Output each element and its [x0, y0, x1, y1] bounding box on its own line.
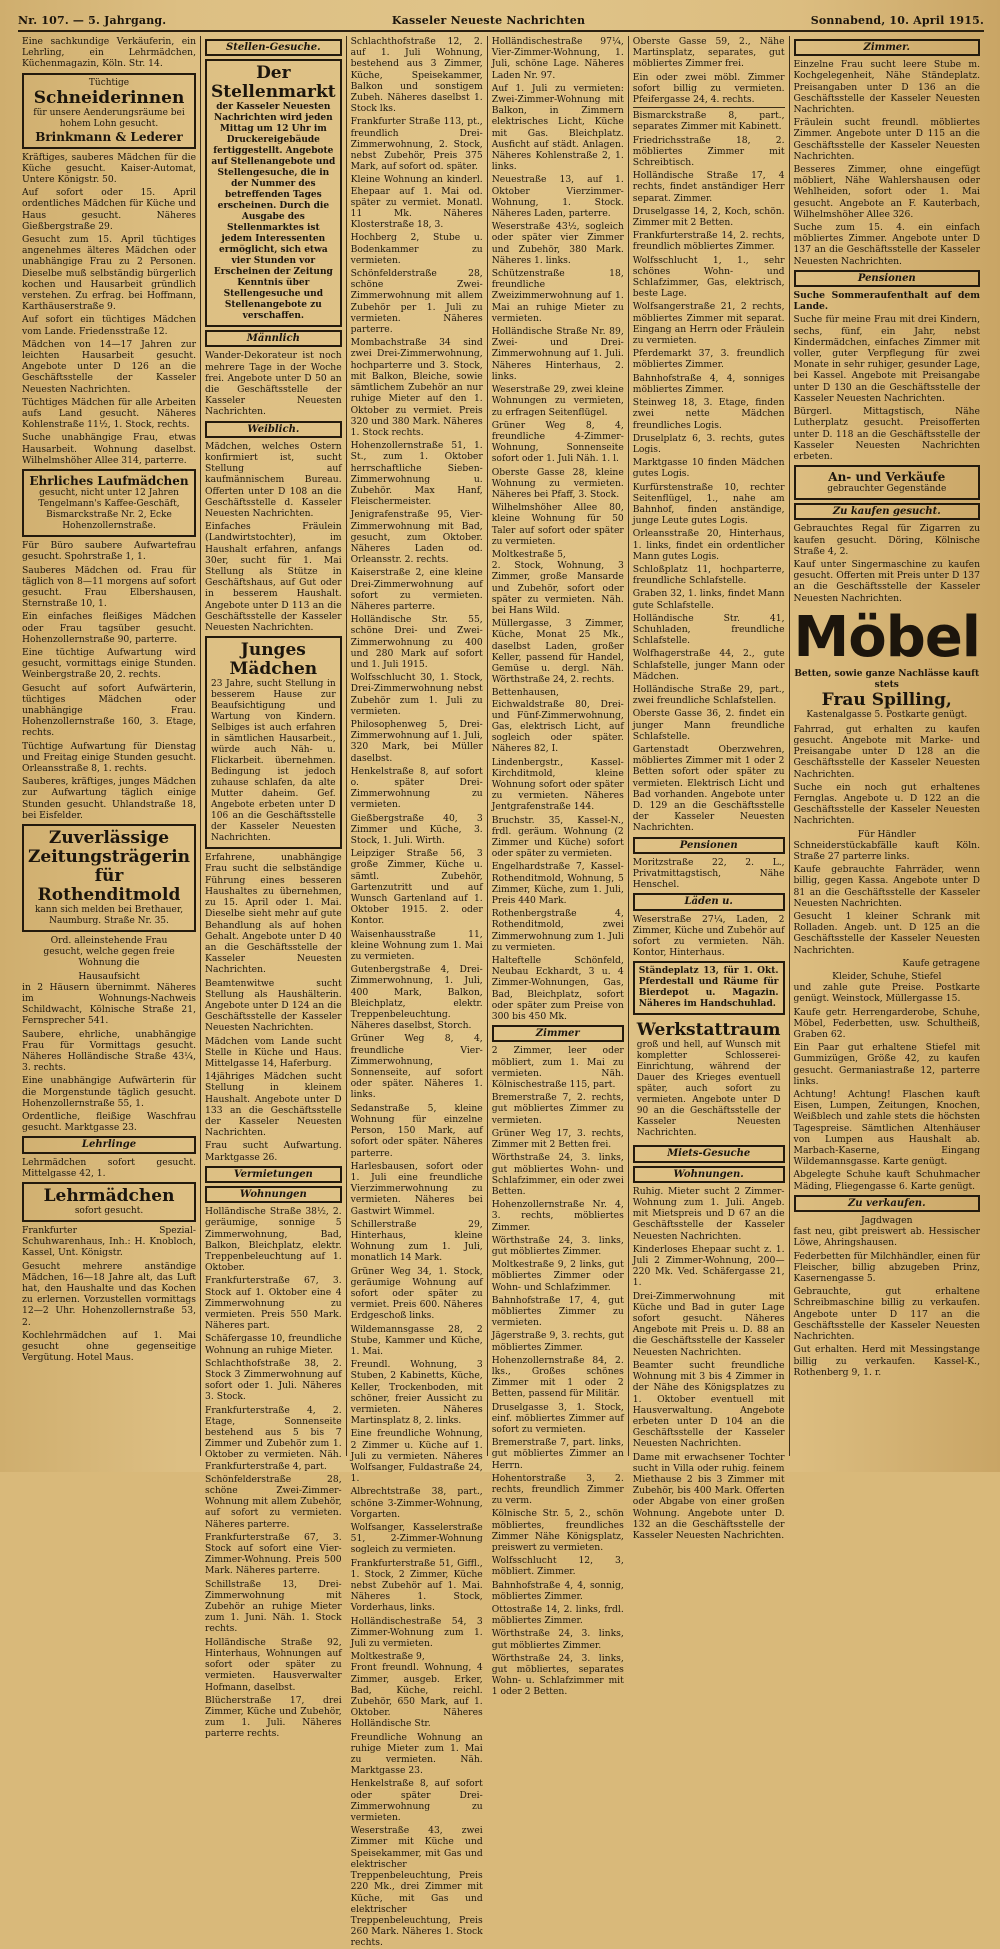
ad: Beamtenwitwe sucht Stellung als Haushälterin. Angebote unter D 124 an die Geschäftsstelle der Kasseler Neuesten Nachrichten. [205, 977, 342, 1034]
ad: Wolfsangerstraße 21, 2 rechts, möbliertes Zimmer mit separat. Eingang an Herrn oder Fräulein zu vermieten. [632, 301, 785, 347]
ad: Jägerstraße 9, 3. rechts, gut möbliertes Zimmer. [491, 1330, 624, 1353]
ad: Mombachstraße 34 sind zwei Drei-Zimmerwohnung, hochparterre und 3. Stock, mit Balkon, Bleiche, sowie sämtlichem Zubehör an nur ruhige Mieter auf den 1. Oktober zu vermiet. Preis 320 und 380 Mark. Näheres 1. Stock rechts. [350, 337, 483, 438]
ad: Frankfurter Straße 113, pt., freundlich Drei-Zimmerwohnung, 2. Stock, nebst Zubehör, Preis 375 Mark, auf sofort od. später. [350, 116, 483, 173]
ad: Eine freundliche Wohnung, 2 Zimmer u. Küche auf 1. Juli zu vermieten. Näheres Wolfsanger, Fuldastraße 24, 1. [350, 1428, 483, 1485]
ad: Hohenzollernstraße 84, 2. lks., Großes schönes Zimmer mit 1 oder 2 Betten, passend für Militär. [491, 1354, 624, 1400]
ad: Wörthstraße 24, 3. links, gut möbliertes Zimmer. [491, 1628, 624, 1651]
ad: Abgelegte Schuhe kauft Schuhmacher Mäding, Fliegengasse 6. Karte genügt. [793, 1169, 980, 1192]
section-heading: Miets-Gesuche [633, 1145, 785, 1162]
ad: Dame mit erwachsener Tochter sucht in Villa oder ruhig. feinem Miethause 2 bis 3 Zimmer mit Zubehör, bis 400 Mark. Offerten oder Abgabe von einer großen Wohnung. Angebote unter D. 132 an die Geschäftsstelle der Kasseler Neuesten Nachrichten. [632, 1451, 785, 1541]
ad: Kauf unter Singermaschine zu kaufen gesucht. Offerten mit Preis unter D 137 an die Geschäftsstelle der Kasseler Neuesten Nachrichten. [793, 558, 980, 604]
ad-box-laufmaedchen [22, 469, 196, 537]
section-box-an-verkaeufe [794, 465, 980, 500]
column-4 [488, 36, 629, 1698]
ad: Hohenzollernstraße Nr. 4, 3. rechts, möbliertes Zimmer. [491, 1199, 624, 1233]
section-heading: Zimmer [492, 1025, 624, 1042]
ad: Mädchen vom Lande sucht Stelle in Küche und Haus. Mittelgasse 14, Haferburg. [205, 1035, 342, 1069]
ad-box-headline: Ehrliches Laufmädchen [29, 474, 189, 489]
ad: Wolfhagerstraße 44, 2., gute Schlafstelle, junger Mann oder Mädchen. [632, 648, 785, 682]
ad: Engelhardstraße 7, Kassel-Rothenditmold, Wohnung, 5 Zimmer, Küche, zum 1. Juli, Preis 440 Mark. [491, 861, 624, 907]
ad-headline: Kleider, Schuhe, Stiefel [832, 971, 942, 982]
ad: und zahle gute Preise. Postkarte genügt. Weinstock, Müllergasse 15. [793, 982, 980, 1005]
ad: Sauberes, kräftiges, junges Mädchen zur Aufwartung täglich einige Stunden gesucht. Uhlandstraße 18, bei Eisfelder. [22, 776, 197, 821]
ad: Suche unabhängige Frau, etwas Hausarbeit. Wohnung daselbst. Wilhelmshöher Allee 314, parterre. [22, 432, 197, 466]
ad: Schlachthofstraße 38, 2. Stock 3 Zimmerwohnung auf sofort oder 1. Juli. Näheres 3. Stock. [205, 1357, 342, 1403]
ad-box-stellenmarkt [205, 59, 342, 327]
ad: Leipziger Straße 56, 3 große Zimmer, Küche u. sämtl. Zubehör, Gartenzutritt und auf Wunsch Gartenland auf 1. Oktober 1915. 2. oder Kontor. [350, 848, 483, 927]
ad: Gesucht mehrere anständige Mädchen, 16—18 Jahre alt, das Luft hat, den Haushalte und das Kochen zu erlernen. Vorzustellen vormittags 12—2 Uhr. Hohenzollernstraße 53, 2. [22, 1260, 197, 1328]
section-heading: Zu kaufen gesucht. [794, 503, 980, 520]
ad: Besseres Zimmer, ohne eingefügt möbliert, Nähe Wahlershausen oder Wehlheiden, sofort oder 1. Mai gesucht. Angebote an F. Kauterbach, Wilhelmshöher Allee 326. [793, 164, 980, 220]
ad: Ordentliche, fleißige Waschfrau gesucht. Marktgasse 23. [22, 1111, 197, 1134]
ad: Eine sachkundige Verkäuferin, ein Lehrling, ein Lehrmädchen, Küchenmagazin, Köln. Str. 14. [22, 36, 197, 70]
ad: Kinderloses Ehepaar sucht z. 1. Juli 2 Zimmer-Wohnung, 200—220 Mk. Ved. Schäfergasse 21, 1. [632, 1243, 785, 1289]
ad: Druselplatz 6, 3. rechts, gutes Logis. [632, 432, 785, 455]
ad: Erfahrene, unabhängige Frau sucht die selbständige Führung eines besseren Haushaltes zu übernehmen, zu 15. April oder 1. Mai. Dieselbe sieht mehr auf gute Behandlung als auf hohen Gehalt. Angebote unter D 40 an die Geschäftsstelle der Kasseler Neuesten Nachrichten. [205, 852, 342, 976]
ad: Suche zum 15. 4. ein einfach möbliertes Zimmer. Angebote unter D 137 an die Geschäftsstelle der Kasseler Neuesten Nachrichten. [793, 222, 980, 267]
ad: Gebrauchte, gut erhaltene Schreibmaschine billig zu verkaufen. Angebote unter D 117 an die Geschäftsstelle der Kasseler Neuesten Nachrichten. [793, 1286, 980, 1343]
ad: Fahrrad, gut erhalten zu kaufen gesucht. Angebote mit Marke- und Preisangabe unter D 128 an die Geschäftsstelle der Kasseler Neuesten Nachrichten. [793, 723, 980, 780]
ad-box-body: der Kasseler Neuesten Nachrichten wird jeden Mittag um 12 Uhr im Druckereigebäude fertiggestellt. Angebote auf Stellenangebote und Stellengesuche, die in der Nummer des betreffenden Tages erscheinen. Durch die Ausgabe des Stellenmarktes ist jedem Interessenten ermöglicht, sich etwa vier Stunden vor Erscheinen der Zeitung Kenntnis über Stellengesuche und Stellenangebote zu verschaffen. [211, 102, 336, 322]
ad-box-schneiderinnen [22, 73, 196, 149]
ad: Holländischestraße 97¼, Vier-Zimmer-Wohnung, 1. Juli, schöne Lage. Näheres Laden Nr. 97. [491, 36, 624, 81]
ad: Neuestraße 13, auf 1. Oktober Vierzimmer-Wohnung, 1. Stock. Näheres Laden, parterre. [491, 174, 624, 220]
ad: Orleansstraße 20, Hinterhaus, 1. links, findet ein ordentlicher Mann gutes Logis. [632, 528, 785, 562]
ad: Kaufe gebrauchte Fahrräder, wenn billig, gegen Kassa. Angebote unter D 81 an die Geschäftsstelle der Kasseler Neuesten Nachrichten. [793, 864, 980, 909]
ad: Schützenstraße 18, freundliche Zweizimmerwohnung auf 1. Mai an ruhige Mieter zu vermieten. [491, 268, 624, 324]
issue-number: Nr. 107. — 5. Jahrgang. [18, 14, 167, 27]
ad: Sauberes Mädchen od. Frau für täglich von 8—11 morgens auf sofort gesucht. Frau Elbershausen, Sternstraße 10, 1. [22, 564, 197, 610]
ad-box-headline: Zuverlässige Zeitungsträgerin für Rothenditmold [28, 827, 191, 905]
ad: Mädchen, welches Ostern konfirmiert ist, sucht Stellung auf kaufmännischem Bureau. Offerten unter D 108 an die Geschäftsstelle d. Kasseler Neuesten Nachrichten. [205, 440, 342, 520]
ad: Tüchtige Aufwartung für Dienstag und Freitag einige Stunden gesucht. Orleansstraße 8, 1. rechts. [22, 740, 197, 774]
ad: Frankfurterstraße 51, Giffl., 1. Stock, 2 Zimmer, Küche nebst Zubehör auf 1. Mai. Näheres 1. Stock, Vorderhaus, links. [350, 1557, 483, 1614]
ad-headline: Moltkestraße 9, [350, 1651, 425, 1663]
section-heading: Läden u. [633, 893, 785, 910]
ad: Suche ein noch gut erhaltenes Fernglas. Angebote u. D 122 an die Geschäftsstelle der Kasseler Neuesten Nachrichten. [793, 781, 980, 827]
ad: Tüchtiges Mädchen für alle Arbeiten aufs Land gesucht. Näheres Kohlenstraße 11½, 1. Stock, rechts. [22, 396, 197, 431]
ad-box-zeitungstraegerin [22, 824, 196, 932]
ad: Wörthstraße 24, 3. links, gut möbliertes Zimmer. [491, 1234, 624, 1257]
ad-pre: Kaufe getragene [902, 957, 980, 969]
ad: Weserstraße 43½, sogleich oder später vier Zimmer und Zubehör, 380 Mark. Näheres 1. links. [491, 221, 624, 266]
ad: Henkelstraße 8, auf sofort o. später Drei-Zimmerwohnung zu vermieten. [350, 765, 483, 811]
ad-box-werkstattraum [633, 1018, 785, 1142]
ad: 2. Stock, Wohnung, 3 Zimmer, große Mansarde und Zubehör, sofort oder später zu vermieten. Näh. bei Hans Wild. [491, 560, 624, 616]
ad: Blücherstraße 17, drei Zimmer, Küche und Zubehör, zum 1. Juli. Näheres parterre rechts. [205, 1694, 342, 1740]
ad: Graben 32, 1. links, findet Mann gute Schlafstelle. [632, 588, 785, 611]
ad: Ein einfaches fleißiges Mädchen oder Frau tagsüber gesucht. Hohenzollernstraße 90, parterre. [22, 611, 197, 645]
ad: Auf sofort oder 15. April ordentliches Mädchen für Küche und Haus gesucht. Näheres Gießbergstraße 29. [22, 187, 197, 232]
ad: Schönfelderstraße 28, schöne Zwei-Zimmer-Wohnung mit allem Zubehör, auf sofort zu vermieten. Näheres parterre. [205, 1473, 342, 1530]
ad-box-body: 23 Jahre, sucht Stellung in besserem Hause zur Beaufsichtigung und Wartung von Kindern. Selbiges ist auch erfahren in sämtlichen Hausarbeit., würde auch Näh- u. Flickarbeit. übernehmen. Bedingung ist jedoch zuhause schlafen, da alte Mutter daheim. Gef. Angebote erbeten unter D 106 an die Geschäftsstelle der Kasseler Neuesten Nachrichten. [211, 679, 336, 844]
ad: Waisenhausstraße 11, kleine Wohnung zum 1. Mai zu vermieten. [350, 928, 483, 963]
ad: Holländische Straße 92, Hinterhaus, Wohnungen auf sofort oder später zu vermieten. Hausverwalter Hofmann, daselbst. [205, 1636, 342, 1693]
ad-headline: Jagdwagen [861, 1215, 913, 1227]
ad: Frankfurterstraße 14, 2. rechts, freundlich möbliertes Zimmer. [632, 230, 785, 253]
ad-box-body: kann sich melden bei Brethauer, Naumburg. Straße Nr. 35. [34, 904, 184, 926]
ad: gesucht, welche gegen freie Wohnung die [43, 946, 175, 969]
ad-box-firm: Brinkmann & Lederer [35, 129, 183, 144]
masthead [18, 14, 984, 32]
ad: Marktgasse 10 finden Mädchen gutes Logis. [632, 457, 785, 480]
ad-box-headline: Lehrmädchen [43, 1186, 175, 1207]
ad-box-body: groß und hell, auf Wunsch mit kompletter Schlosserei-Einrichtung, während der Dauer des Krieges eventuell später, auch sofort zu vermieten. Angebote unter D 90 an die Geschäftsstelle der Kasseler Neuesten Nachrichten. [636, 1040, 781, 1139]
column-3 [347, 36, 488, 1949]
ad-title: Suche Sommeraufenthalt auf dem Lande. [793, 290, 980, 313]
ad-box-moebel [793, 604, 980, 721]
section-heading: Lehrlinge [22, 1136, 196, 1153]
ad: Holländische Str. 55, schöne Drei- und Zwei-Zimmerwohnung zu 400 und 280 Mark auf sofort und 1. Juli 1915. [350, 614, 483, 670]
section-heading: Vermietungen [205, 1166, 342, 1183]
ad-box-firm: Tengelmann's Kaffee-Geschäft, Bismarckstraße Nr. 2, Ecke Hohenzollernstraße. [38, 499, 180, 532]
ad: Kochlehrmädchen auf 1. Mai gesucht ohne gegenseitige Vergütung. Hotel Maus. [22, 1329, 197, 1364]
ad: Weserstraße 43, zwei Zimmer mit Küche und Speisekammer, mit Gas und elektrischer Treppenbeleuchtung, Preis 220 Mk., drei Zimmer mit Küche, mit Gas und elektrischer Treppenbeleuchtung, Preis 260 Mark. Näheres 1. Stock rechts. [350, 1825, 483, 1949]
ad: Wolfsanger, Kasselerstraße 51, 2-Zimmer-Wohnung sogleich zu vermieten. [350, 1522, 483, 1556]
ad: Front freundl. Wohnung, 4 Zimmer, ausgeb. Erker, Bad, Küche, reichl. Zubehör, 650 Mark, auf 1. Oktober. Näheres Holländische Str. [350, 1662, 483, 1730]
ad: Holländischestraße 54, 3 Zimmer-Wohnung zum 1. Juli zu vermieten. [350, 1615, 483, 1650]
ad-box-body: für unsere Aenderungsräume bei hohem Lohn gesucht. [33, 107, 185, 129]
ad: Hochberg 2, Stube u. Bodenkammer zu vermieten. [350, 232, 483, 266]
ad: Grüner Weg 34, 1. Stock, geräumige Wohnung auf sofort oder später zu vermiet. Preis 600. Näheres Erdgeschoß links. [350, 1265, 483, 1322]
ad: Weserstraße 27¼, Laden, 2 Zimmer, Küche und Zubehör auf sofort zu vermieten. Näh. Kontor, Hinterhaus. [632, 913, 785, 959]
ad: Mädchen von 14—17 Jahren zur leichten Hausarbeit gesucht. Angebote unter D 126 an die Geschäftsstelle der Kasseler Neuesten Nachrichten. [22, 338, 197, 395]
ad: Bahnhofstraße 17, 4, gut möbliertes Zimmer zu vermieten. [491, 1294, 624, 1329]
ad: Oberste Gasse 28, kleine Wohnung zu vermieten. Näheres bei Pfaff, 3. Stock. [491, 466, 624, 500]
ad: Beamter sucht freundliche Wohnung mit 3 bis 4 Zimmer in der Nähe des Königsplatzes zu 1. Oktober eventuell mit Hausverwaltung. Angebote erbeten unter D 104 an die Geschäftsstelle der Kasseler Neuesten Nachrichten. [632, 1359, 785, 1450]
ad: Harlesbausen, sofort oder 1. Juli eine freundliche Vierzimmerwohnung zu vermieten. Näheres bei Gastwirt Wimmel. [350, 1160, 483, 1217]
ad-box-body: sofort gesucht. [74, 1206, 144, 1217]
ad-headline: Für Händler [857, 828, 916, 840]
ad: Wolfsschlucht 12, 3, möbliert. Zimmer. [491, 1555, 624, 1578]
ad: Weserstraße 29, zwei kleine Wohnungen zu vermieten, zu erfragen Seitenflügel. [491, 384, 624, 418]
ad: fast neu, gibt preiswert ab. Hessischer Löwe, Ahringshausen. [793, 1226, 980, 1249]
ad: Druselgasse 3, 1. Stock, einf. möbliertes Zimmer auf sofort zu vermieten. [491, 1401, 624, 1435]
ad: Hohentorstraße 3, 2. rechts, freundlich Zimmer zu verm. [491, 1472, 624, 1507]
ad: Für Büro saubere Aufwartefrau gesucht. Spohrstraße 1, 1. [22, 540, 197, 563]
ad: Wörthstraße 24, 3. links, gut möbliertes, separates Wohn- u. Schlafzimmer mit 1 oder 2 Betten. [491, 1652, 624, 1698]
ad: Bahnhofstraße 4, 4, sonnig, möbliertes Zimmer. [491, 1579, 624, 1602]
ad-box-headline: Schneiderinnen [33, 87, 185, 108]
ad: Frau sucht Aufwartung. Marktgasse 26. [205, 1140, 342, 1163]
ad-box-body: gesucht, nicht unter 12 Jahren [39, 488, 179, 499]
ad: Grüner Weg 8, 4, freundliche 4-Zimmer-Wohnung, Sonnenseite sofort oder 1. Juli Näh. 1. l. [491, 419, 624, 465]
ad: Gebrauchtes Regal für Zigarren zu kaufen gesucht. Döring, Kölnische Straße 4, 2. [793, 523, 980, 557]
ad: Kölnische Str. 5, 2., schön möbliertes, freundliches Zimmer Nähe Königsplatz, preiswert zu vermieten. [491, 1508, 624, 1553]
ad-box-headline: Junges Mädchen [229, 640, 318, 680]
ad: Federbetten für Milchhändler, einen für Fleischer, billig abzugeben Prinz, Kasernengasse 5. [793, 1250, 980, 1285]
ad: Bahnhofstraße 4, 4, sonniges möbliertes Zimmer. [632, 372, 785, 395]
ad: Henkelstraße 8, auf sofort oder später Drei-Zimmerwohnung zu vermieten. [350, 1778, 483, 1824]
ad-box-body: gebrauchter Gegenstände [827, 484, 947, 495]
ad-box-addr: Kastenalgasse 5. Postkarte genügt. [806, 709, 968, 720]
ad: Gartenstadt Oberzwehren, möbliertes Zimmer mit 1 oder 2 Betten sofort oder später zu vermieten. Elektrisch Licht und Bad vorhanden. Angebote unter D. 129 an die Geschäftsstelle der Kasseler Neuesten Nachrichten. [632, 743, 785, 834]
ad: Auf sofort ein tüchtiges Mädchen vom Lande. Friedensstraße 12. [22, 314, 197, 337]
ad-box-sub: Betten, sowie ganze Nachlässe kauft stets [794, 668, 980, 690]
ad: Halteftelle Schönfeld, Neubau Eckhardt, 3 u. 4 Zimmer-Wohnungen, Gas, Bad, Bleichplatz, sofort oder später zum Preise von 300 bis 450 Mk. [491, 955, 624, 1023]
ad: in 2 Häusern übernimmt. Näheres im Wohnungs-Nachweis Schildwacht, Kölnische Straße 21, Fernsprecher 541. [22, 981, 197, 1027]
ad: Ottostraße 14, 2. links, frdl. möbliertes Zimmer. [491, 1604, 624, 1627]
ad: Drei-Zimmerwohnung mit Küche und Bad in guter Lage sofort gesucht. Näheres Angebote mit Preis u. D. 88 an die Geschäftsstelle der Kasseler Neuesten Nachrichten. [632, 1290, 785, 1358]
ad: 14jähriges Mädchen sucht Stellung in kleinem Haushalt. Angebote unter D 133 an die Geschäftsstelle der Kasseler Neuesten Nachrichten. [205, 1071, 342, 1139]
ad: Oberste Gasse 36, 2. findet ein junger Mann freundliche Schlafstelle. [632, 708, 785, 742]
ad: Wilhelmshöher Allee 80, kleine Wohnung für 50 Taler auf sofort oder später zu vermieten. [491, 502, 624, 547]
section-heading: Pensionen [633, 837, 785, 854]
ad: Steinweg 18, 3. Etage, finden zwei nette Mädchen freundliches Logis. [632, 397, 785, 431]
ad: Wolfsschlucht 30, 1. Stock, Drei-Zimmerwohnung nebst Zubehör zum 1. Juli zu vermieten. [350, 672, 483, 717]
ad: Kaufe getr. Herrengarderobe, Schuhe, Möbel, Federbetten, usw. Schultheiß, Graben 62. [793, 1006, 980, 1041]
ad: Holländische Straße 17, 4 rechts, findet anständiger Herr separat. Zimmer. [632, 170, 785, 204]
ad: Wolfsschlucht 1, 1., sehr schönes Wohn- und Schlafzimmer, Gas, elektrisch, beste Lage. [632, 254, 785, 300]
ad: Frankfurterstraße 67, 3. Stock auf 1. Oktober eine 4 Zimmerwohnung zu vermieten. Preis 550 Mark. Näheres part. [205, 1275, 342, 1332]
ad: Frankfurter Spezial-Schuhwarenhaus, Inh.: H. Knobloch, Kassel, Unt. Königstr. [22, 1225, 197, 1259]
ad: Kurfürstenstraße 10, rechter Seitenflügel, 1., nahe am Bahnhof, finden anständige, junge Leute gutes Logis. [632, 481, 785, 527]
ad: Freundl. Wohnung, 3 Stuben, 2 Kabinetts, Küche, Keller, Trockenboden, mit schöner, freier Aussicht zu vermieten. Näheres Martinsplatz 8, 2. links. [350, 1359, 483, 1427]
ad-headline: Moltkestraße 5, [491, 548, 566, 560]
ad: Schlachthofstraße 12, 2. auf 1. Juli Wohnung, bestehend aus 3 Zimmer, Küche, Speisekammer, Balkon und sonstigem Zubeh. Näheres daselbst 1. Stock lks. [350, 36, 483, 115]
ad: Frankfurterstraße 4, 2. Etage, Sonnenseite bestehend aus 5 bis 7 Zimmer und Zubehör zum 1. Oktober zu vermieten. Näh. Frankfurterstraße 4, part. [205, 1404, 342, 1472]
ad-box-top: Tüchtige [88, 77, 130, 88]
ad: Gutenbergstraße 4, Drei-Zimmerwohnung, 1. Juli, 400 Mark, Balkon, Bleichplatz, elektr. Treppenbeleuchtung. Näheres daselbst, Storch. [350, 964, 483, 1032]
ad: Jenigrafenstraße 95, Vier-Zimmerwohnung mit Bad, gesucht, zum Oktober. Näheres Laden od. Orleansstr. 2. rechts. [350, 509, 483, 566]
ad: Saubere, ehrliche, unabhängige Frau für Vormittags gesucht. Näheres Holländische Straße 43¼, 3. rechts. [22, 1028, 197, 1074]
ad: Schillerstraße 29, Hinterhaus, kleine Wohnung zum 1. Juli, monatlich 14 Mark. [350, 1218, 483, 1264]
ad: Grüner Weg 17, 3. rechts, Zimmer mit 2 Betten frei. [491, 1127, 624, 1151]
ad: Bremerstraße 7, part. links, gut möbliertes Zimmer an Herrn. [491, 1437, 624, 1471]
ad-box-name: Frau Spilling, [821, 689, 952, 710]
ad-box-staendeplatz [633, 961, 785, 1015]
columns [18, 36, 984, 1949]
ad: Albrechtstraße 38, part., schöne 3-Zimmer-Wohnung, Vorgarten. [350, 1486, 483, 1520]
ad: Ein oder zwei möbl. Zimmer sofort billig zu vermieten. Pfeifergasse 24, 4. rechts. [632, 71, 785, 106]
ad: Moltkestraße 9, 2 links, gut möbliertes Zimmer oder Wohn- und Schlafzimmer. [491, 1259, 624, 1293]
ad: Gesucht auf sofort Aufwärterin, tüchtiges Mädchen oder unabhängige Frau. Hohenzollernstraße 160, 3. Etage, rechts. [22, 682, 197, 739]
column-1 [18, 36, 201, 1456]
ad: Bürgerl. Mittagstisch, Nähe Lutherplatz gesucht. Preisofferten unter D. 118 an die Geschäftsstelle der Kasseler Neuesten Nachrichten erbeten. [793, 406, 980, 462]
ad: Druselgasse 14, 2, Koch, schön. Zimmer mit 2 Betten. [632, 205, 785, 229]
ad-box-headline: Möbel [793, 604, 980, 670]
ad-box-headline: An- und Verkäufe [828, 470, 946, 485]
ad: Pferdemarkt 37, 3. freundlich möbliertes Zimmer. [632, 348, 785, 371]
ad-box-headline: Werkstattraum [636, 1020, 781, 1041]
ad: Wander-Dekorateur ist noch mehrere Tage in der Woche frei. Angebote unter D 50 an die Geschäftsstelle der Kasseler Neuesten Nachrichten. [205, 350, 342, 418]
ad: Müllergasse, 3 Zimmer, Küche, Monat 25 Mk., daselbst Laden, großer Keller, passend für Handel, Gemüse u. dergl. Näh. Wörthstraße 24, 2. rechts. [491, 618, 624, 686]
section-heading: Wohnungen [205, 1186, 342, 1203]
ad: Holländische Straße 29, part., zwei freundliche Schlafstellen. [632, 683, 785, 707]
ad: Fräulein sucht freundl. möbliertes Zimmer. Angebote unter D 115 an die Geschäftsstelle der Kasseler Neuesten Nachrichten. [793, 117, 980, 162]
issue-date: Sonnabend, 10. April 1915. [810, 14, 984, 27]
section-heading: Wohnungen. [633, 1166, 785, 1183]
ad: Einzelne Frau sucht leere Stube m. Kochgelegenheit, Nähe Ständeplatz. Preisangaben unter D 136 an die Geschäftsstelle der Kasseler Neuesten Nachrichten. [793, 59, 980, 116]
ad: Ein Paar gut erhaltene Stiefel mit Gummizügen, Größe 42, zu kaufen gesucht. Germaniastraße 12, parterre links. [793, 1042, 980, 1087]
ad-box-junges-maedchen [205, 636, 342, 849]
ad: Friedrichsstraße 18, 2. möbliertes Zimmer mit Schreibtisch. [632, 134, 785, 169]
ad: Lehrmädchen sofort gesucht. Mittelgasse 42, 1. [22, 1156, 197, 1179]
section-heading: Zimmer. [794, 39, 980, 56]
ad: Holländische Straße 38½, 2. geräumige, sonnige 5 Zimmerwohnung, Bad, Balkon, Bleichplatz, elektr. Treppenbeleuchtung auf 1. Oktober. [205, 1206, 342, 1274]
newspaper-title: Kasseler Neueste Nachrichten [391, 14, 586, 27]
ad: Suche für meine Frau mit drei Kindern, sechs, fünf, ein Jahr, nebst Kindermädchen, einfaches Zimmer mit voller, guter Verpflegung für zwei Monate in sehr ruhiger, gesunder Lage, bei Kassel. Angebote mit Preisangabe unter D 130 an die Geschäftsstelle der Kasseler Neuesten Nachrichten. [793, 314, 980, 404]
ad: Hohenzollernstraße 51, 1. St., zum 1. Oktober herrschaftliche Sieben-Zimmerwohnung u. Zubehör. Max Hanf, Fleischermeister. [350, 440, 483, 508]
ad: Auf 1. Juli zu vermieten: Zwei-Zimmer-Wohnung mit Balkon, in Zimmern elektrisches Licht, Küche mit Gas. Bleichplatz. Ausficht auf städt. Anlagen. Näheres Kohlenstraße 2, 1. links. [491, 82, 624, 173]
section-heading: Stellen-Gesuche. [205, 39, 342, 56]
ad: Gut erhalten. Herd mit Messingstange billig zu verkaufen. Kassel-K., Rothenberg 9, 1. r. [793, 1344, 980, 1378]
ad: Ruhig. Mieter sucht 2 Zimmer-Wohnung zum 1. Juli. Angeb. mit Mietspreis und D 67 an die Geschäftsstelle der Kasseler Neuesten Nachrichten. [632, 1185, 785, 1242]
ad: Wildemannsgasse 28, 2 Stube, Kammer und Küche, 1. Mai. [350, 1323, 483, 1357]
section-heading: Männlich [205, 330, 342, 347]
column-2 [201, 36, 347, 1740]
ad: Philosophenweg 5, Drei-Zimmerwohnung auf 1. Juli, 320 Mark, bei Müller daselbst. [350, 718, 483, 764]
ad-box-body: Ständeplatz 13, für 1. Okt. Pferdestall und Räume für Bierdepot u. Magazin. Näheres im Handschuhlad. [638, 966, 779, 1010]
ad: Wörthstraße 24, 3. links, gut möbliertes Wohn- und Schlafzimmer, ein oder zwei Betten. [491, 1152, 624, 1197]
section-heading: Pensionen [794, 270, 980, 287]
ad: Eine unabhängige Aufwärterin für die Morgenstunde täglich gesucht. Hohenzollernstraße 55, 1. [22, 1075, 197, 1109]
ad-headline: Ord. alleinstehende Frau [50, 934, 168, 946]
ad: Kleine Wohnung an kinderl. Ehepaar auf 1. Mai od. später zu vermiet. Monatl. 11 Mk. Näheres Klosterstraße 18, 3. [350, 174, 483, 231]
ad: 2 Zimmer, leer oder möbliert, zum 1. Mai zu vermieten. Näh. Kölnischestraße 115, part. [491, 1045, 624, 1091]
column-6 [790, 36, 984, 1456]
column-5 [629, 36, 790, 1541]
ad: Kaiserstraße 2, eine kleine Drei-Zimmerwohnung auf sofort zu vermieten. Näheres parterre. [350, 567, 483, 612]
ad-box-headline: Der Stellenmarkt [211, 63, 336, 103]
ad: Bismarckstraße 8, part., separates Zimmer mit Kabinett. [632, 110, 785, 133]
ad: Eine tüchtige Aufwartung wird gesucht, vormittags einige Stunden. Weinbergstraße 20, 2. rechts. [22, 646, 197, 681]
ad: Lindenbergstr., Kassel-Kirchditmold, kleine Wohnung sofort oder später zu vermieten. Näheres Jentgrafenstraße 144. [491, 756, 624, 813]
ad: Einfaches Fräulein (Landwirtstochter), im Haushalt erfahren, anfangs 30er, sucht für 1. Mai Stellung als Stütze in Geschäftshaus, auf Gut oder in besserem Haushalt. Angebote unter D 113 an die Geschäftsstelle der Kasseler Neuesten Nachrichten. [205, 521, 342, 634]
ad: Gießbergstraße 40, 3 Zimmer und Küche, 3. Stock, 1. Juli. Wirth. [350, 812, 483, 847]
ad: Freundliche Wohnung an ruhige Mieter zum 1. Mai zu vermieten. Näh. Marktgasse 23. [350, 1731, 483, 1777]
ad: Rothenbergstraße 4, Rothenditmold, zwei Zimmerwohnung zum 1. Juli zu vermieten. [491, 908, 624, 953]
ad-headline: Hausaufsicht [78, 970, 140, 982]
ad: Holländische Straße Nr. 89, Zwei- und Drei-Zimmerwohnung auf 1. Juli. Näheres Hinterhaus, 2. links. [491, 326, 624, 382]
ad: Schäfergasse 10, freundliche Wohnung an ruhige Mieter. [205, 1333, 342, 1356]
ad: Bruchstr. 35, Kassel-N., frdl. geräum. Wohnung (2 Zimmer und Küche) sofort oder später zu vermieten. [491, 814, 624, 860]
section-heading: Zu verkaufen. [794, 1195, 980, 1212]
ad: Oberste Gasse 59, 2., Nähe Martinsplatz, separates, gut möbliertes Zimmer frei. [632, 36, 785, 70]
ad: Schloßplatz 11, hochparterre, freundliche Schlafstelle. [632, 563, 785, 587]
ad: Bettenhausen, Eichwaldstraße 80, Drei- und Fünf-Zimmerwohnung, Gas, elektrisch Licht, auf sogleich oder später. Näheres 82, I. [491, 687, 624, 755]
ad: Schillstraße 13, Drei-Zimmerwohnung mit Zubehör an ruhige Mieter zum 1. Juni. Näh. 1. Stock rechts. [205, 1578, 342, 1635]
ad: Sedanstraße 5, kleine Wohnung für einzelne Person, 150 Mark, auf sofort oder später. Näheres parterre. [350, 1102, 483, 1159]
ad: Schönfelderstraße 28, schöne Zwei-Zimmerwohnung mit allem Zubehör per 1. Juli zu vermieten. Näheres parterre. [350, 268, 483, 336]
ad: Achtung! Achtung! Flaschen kauft Eisen, Lumpen, Zeitungen, Knochen, Weißblech und zahle stets die höchsten Tagespreise. Sämtlichen Altenhäuser von Lumpen aus Haushalt ab. Marbach-Kaserne, Eingang Wildemannsgasse. Karte genügt. [793, 1089, 980, 1168]
ad: Holländische Str. 41, Schuhladen, freundliche Schlafstelle. [632, 612, 785, 647]
ad: Gesucht 1 kleiner Schrank mit Rolladen. Angeb. unt. D 125 an die Geschäftsstelle der Kasseler Neuesten Nachrichten. [793, 910, 980, 956]
ad-box-lehrmaedchen [22, 1182, 196, 1222]
divider [633, 107, 785, 108]
ad: Gesucht zum 15. April tüchtiges angenehmes älteres Mädchen oder unabhängige Frau zu 2 Personen. Dieselbe muß selbständig bürgerlich kochen und Hausarbeit gründlich verstehen. Zu erfrag. bei Hoffmann, Karthäuserstraße 9. [22, 234, 197, 313]
section-heading: Weiblich. [205, 421, 342, 438]
ad: Moritzstraße 22, 2. L., Privatmittagstisch, Nähe Henschel. [632, 856, 785, 891]
ad: Frankfurterstraße 67, 3. Stock auf sofort eine Vier-Zimmer-Wohnung. Preis 500 Mark. Näheres parterre. [205, 1531, 342, 1577]
ad: Kräftiges, sauberes Mädchen für die Küche gesucht. Kaiser-Automat, Untere Königstr. 50. [22, 151, 197, 186]
ad: Bremerstraße 7, 2. rechts, gut möbliertes Zimmer zu vermieten. [491, 1092, 624, 1126]
ad: Grüner Weg 8, 4, freundliche Vier-Zimmerwohnung, Sonnenseite, auf sofort oder später. Näheres 1. links. [350, 1033, 483, 1101]
ad: Schneiderstückabfälle kauft Köln. Straße 27 parterre links. [793, 839, 980, 862]
